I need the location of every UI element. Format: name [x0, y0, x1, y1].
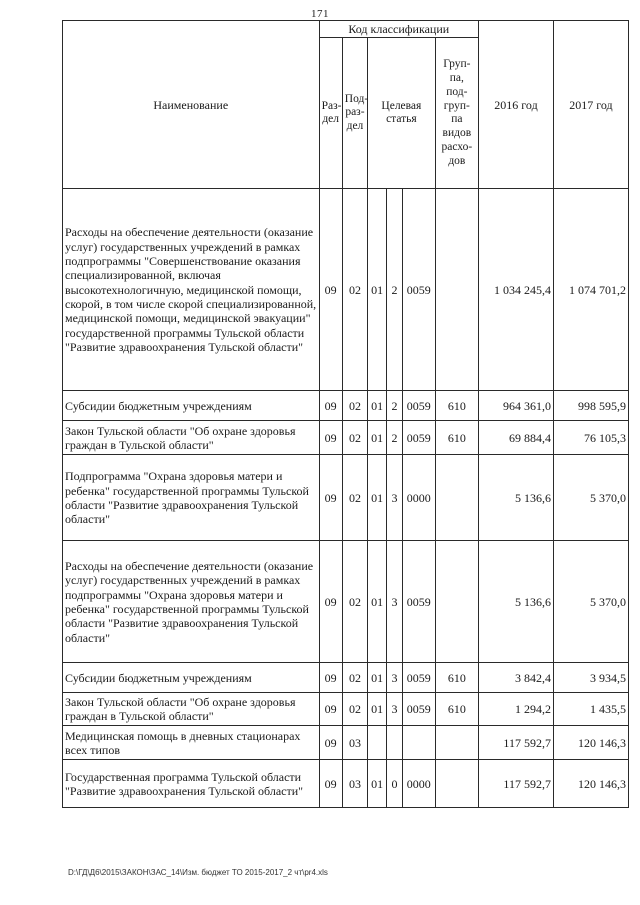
header-name: Наименование [63, 21, 320, 189]
row-amount-2016: 117 592,7 [479, 726, 554, 760]
row-amount-2016: 5 136,6 [479, 541, 554, 663]
row-article-part3 [402, 726, 435, 760]
row-section: 09 [319, 189, 342, 391]
row-subsection: 02 [342, 663, 367, 693]
row-expense-group [435, 541, 478, 663]
row-name: Государственная программа Тульской области "Развитие здравоохранения Тульской области" [63, 760, 320, 808]
row-name: Расходы на обеспечение деятельности (оказание услуг) государственных учреждений в рамках подпрограммы "Совершенствование оказания специализированной, включая высокотехнологичную, медицинской помощи, скорой, в том числе скорой специализированной, медицинской помощи, медицинской эвакуации" государственной программы Тульской области "Развитие здравоохранения Тульской области" [63, 189, 320, 391]
table-row [63, 726, 629, 760]
row-section: 09 [319, 663, 342, 693]
row-expense-group: 610 [435, 391, 478, 421]
row-article-part2: 2 [387, 189, 403, 391]
row-name: Расходы на обеспечение деятельности (оказание услуг) государственных учреждений в рамках подпрограммы "Охрана здоровья матери и ребенка" государственной программы Тульской области "Развитие здравоохранения Тульской области" [63, 541, 320, 663]
row-article-part3: 0059 [402, 541, 435, 663]
row-name: Субсидии бюджетным учреждениям [63, 663, 320, 693]
table-row [63, 455, 629, 541]
row-amount-2016: 3 842,4 [479, 663, 554, 693]
row-article-part2: 3 [387, 693, 403, 726]
row-amount-2017: 120 146,3 [553, 760, 628, 808]
row-article-part1: 01 [368, 663, 387, 693]
row-subsection: 02 [342, 421, 367, 455]
row-article-part3: 0059 [402, 391, 435, 421]
table-row [63, 760, 629, 808]
row-amount-2016: 5 136,6 [479, 455, 554, 541]
table-row [63, 421, 629, 455]
row-article-part2 [387, 726, 403, 760]
row-subsection: 02 [342, 391, 367, 421]
row-amount-2017: 1 074 701,2 [553, 189, 628, 391]
row-article-part3: 0059 [402, 663, 435, 693]
row-article-part2: 2 [387, 391, 403, 421]
row-article-part3: 0059 [402, 421, 435, 455]
row-expense-group [435, 455, 478, 541]
row-article-part3: 0059 [402, 693, 435, 726]
row-expense-group [435, 726, 478, 760]
row-amount-2017: 76 105,3 [553, 421, 628, 455]
row-name: Закон Тульской области "Об охране здоровья граждан в Тульской области" [63, 693, 320, 726]
row-amount-2017: 998 595,9 [553, 391, 628, 421]
row-amount-2017: 5 370,0 [553, 455, 628, 541]
row-section: 09 [319, 541, 342, 663]
row-article-part3: 0000 [402, 760, 435, 808]
row-article-part1: 01 [368, 455, 387, 541]
row-expense-group: 610 [435, 663, 478, 693]
row-subsection: 02 [342, 693, 367, 726]
row-name: Субсидии бюджетным учреждениям [63, 391, 320, 421]
row-amount-2016: 1 034 245,4 [479, 189, 554, 391]
header-year-2017: 2017 год [553, 21, 628, 189]
row-section: 09 [319, 421, 342, 455]
row-amount-2017: 1 435,5 [553, 693, 628, 726]
table-row [63, 541, 629, 663]
row-amount-2016: 964 361,0 [479, 391, 554, 421]
row-expense-group: 610 [435, 693, 478, 726]
row-amount-2016: 69 884,4 [479, 421, 554, 455]
row-article-part3: 0059 [402, 189, 435, 391]
row-section: 09 [319, 760, 342, 808]
row-article-part1: 01 [368, 421, 387, 455]
page-number: 171 [311, 8, 329, 20]
table-row [63, 663, 629, 693]
row-article-part1: 01 [368, 189, 387, 391]
row-subsection: 03 [342, 760, 367, 808]
row-subsection: 02 [342, 189, 367, 391]
row-article-part2: 0 [387, 760, 403, 808]
row-amount-2016: 117 592,7 [479, 760, 554, 808]
row-article-part2: 3 [387, 455, 403, 541]
row-article-part2: 2 [387, 421, 403, 455]
row-subsection: 02 [342, 541, 367, 663]
row-amount-2016: 1 294,2 [479, 693, 554, 726]
row-section: 09 [319, 455, 342, 541]
row-article-part1: 01 [368, 541, 387, 663]
row-subsection: 03 [342, 726, 367, 760]
header-year-2016: 2016 год [479, 21, 554, 189]
header-expense-group: Груп- па, под- груп- па видов расхо- дов [435, 38, 478, 189]
file-path-footer: D:\ГД\Д6\2015\ЗАКОН\ЗАС_14\Изм. бюджет ТО 2015-2017_2 чт\pr4.xls [68, 868, 328, 877]
row-expense-group [435, 760, 478, 808]
row-section: 09 [319, 693, 342, 726]
table-row [63, 693, 629, 726]
row-article-part3: 0000 [402, 455, 435, 541]
row-article-part2: 3 [387, 541, 403, 663]
row-section: 09 [319, 391, 342, 421]
row-article-part1: 01 [368, 693, 387, 726]
table-row [63, 189, 629, 391]
header-subsection: Под- раз- дел [342, 38, 367, 189]
row-name: Медицинская помощь в дневных стационарах всех типов [63, 726, 320, 760]
row-article-part1: 01 [368, 391, 387, 421]
row-expense-group [435, 189, 478, 391]
budget-table [62, 20, 629, 808]
table-row [63, 391, 629, 421]
row-amount-2017: 5 370,0 [553, 541, 628, 663]
header-target-article: Целевая статья [368, 38, 436, 189]
row-name: Закон Тульской области "Об охране здоровья граждан в Тульской области" [63, 421, 320, 455]
row-amount-2017: 120 146,3 [553, 726, 628, 760]
row-article-part1: 01 [368, 760, 387, 808]
header-classification: Код классификации [319, 21, 478, 38]
header-section: Раз- дел [319, 38, 342, 189]
row-subsection: 02 [342, 455, 367, 541]
row-expense-group: 610 [435, 421, 478, 455]
row-article-part1 [368, 726, 387, 760]
row-article-part2: 3 [387, 663, 403, 693]
row-section: 09 [319, 726, 342, 760]
row-amount-2017: 3 934,5 [553, 663, 628, 693]
row-name: Подпрограмма "Охрана здоровья матери и ребенка" государственной программы Тульской области "Развитие здравоохранения Тульской области" [63, 455, 320, 541]
